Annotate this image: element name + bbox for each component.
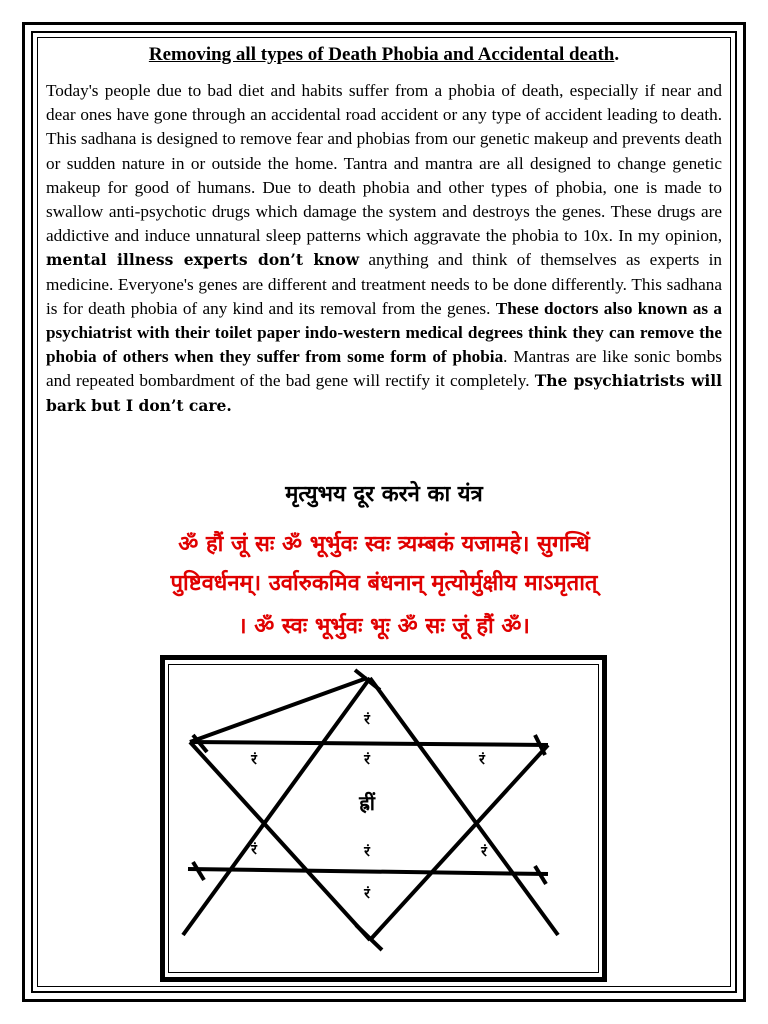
mantra-line-2: पुष्टिवर्धनम्। उर्वारुकमिव बंधनान् मृत्योर्मुक्षीय माऽमृतात् [170, 571, 598, 596]
body-part-3: anything and think of themselves as experts in medicine. Everyone's genes are different and treatment needs to be done differently. This sadhana is for death phobia of any kind and its removal from the genes. [46, 250, 722, 318]
body-part-6-bold: The psychiatrists will bark but I don’t care. [46, 371, 722, 415]
yantra-syllable-upper-center: रं [364, 752, 370, 768]
yantra-syllable-bottom: रं [364, 886, 370, 902]
yantra-line-up-triangle-right [370, 678, 558, 935]
yantra-heading: मृत्युभय दूर करने का यंत्र [285, 482, 483, 507]
yantra-line-up-triangle-left [183, 678, 370, 935]
body-part-1: Today's people due to bad diet and habits suffer from a phobia of death, especially if near and dear ones have gone through an accidental road accident or any type of accident leading to death. This sadhana is designed to remove fear and phobias from our genetic makeup and prevents death or sudden nature in or outside the home. Tantra and mantra are all designed to change genetic makeup for good of humans. Due to death phobia and other types of phobia, one is made to swallow anti-psychotic drugs which damage the system and destroys the genes. These drugs are addictive and induce unnatural sleep patterns which aggravate the phobia to 10x. In my opinion, [46, 81, 722, 246]
body-part-4-bold: These doctors also known as a psychiatrist with their toilet paper indo-western medical degrees think they can remove the phobia of others when they suffer from some form of phobia [46, 298, 722, 367]
yantra-syllable-top: रं [364, 712, 370, 728]
yantra-syllable-lower-left: रं [251, 842, 257, 858]
yantra-syllable-lower-center: रं [364, 844, 370, 860]
yantra-line-upper-left-cap [190, 678, 367, 742]
title-period: . [614, 44, 620, 65]
yantra-syllable-upper-left: रं [251, 752, 257, 768]
body-part-2: mental illness experts don’t know [46, 250, 360, 270]
mantra-line-3: । ॐ स्वः भूर्भुवः भूः ॐ सः जूं हौं ॐ। [238, 614, 530, 639]
yantra-syllable-lower-right: रं [481, 844, 487, 860]
yantra-line-down-triangle-right [370, 745, 548, 940]
title-text: Removing all types of Death Phobia and Accidental death [148, 44, 615, 65]
yantra-line-down-triangle-left [190, 742, 370, 940]
mantra-line-1: ॐ हौं जूं सः ॐ भूर्भुवः स्वः त्र्यम्बकं यजामहे। सुगन्धिं [178, 532, 590, 557]
yantra-syllable-upper-right: रं [479, 752, 485, 768]
body-part-5: . Mantras are like sonic bombs and repeated bombardment of the bad gene will rectify it completely. [46, 347, 723, 391]
yantra-syllable-center: ह्रीं [359, 791, 375, 815]
yantra-line-bottom [188, 869, 548, 874]
yantra-line-top [190, 742, 548, 745]
